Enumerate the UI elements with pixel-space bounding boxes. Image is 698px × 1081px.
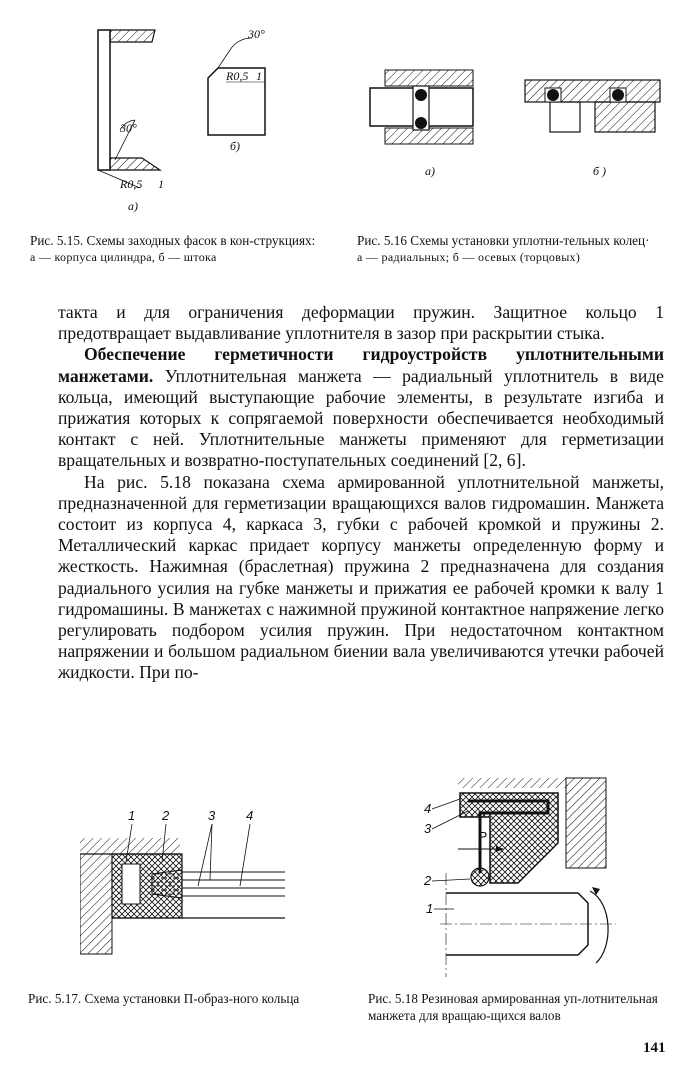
paragraph-2 [58, 344, 664, 471]
paragraph-1: такта и для ограничения деформации пружин. Защитное кольцо 1 предотвращает выдавливание уплотнителя в зазор при раскрытии стыка. [58, 302, 664, 344]
fig516-caption [357, 232, 662, 266]
fig518-caption [368, 990, 668, 1024]
fig517-label-3: 3 [208, 808, 216, 823]
figure-5-17 [80, 800, 290, 965]
fig516-caption-title: Рис. 5.16 Схемы установки уплотни-тельных колец· [357, 233, 650, 248]
body-text [58, 302, 664, 684]
fig517-caption [28, 990, 358, 1007]
fig516-caption-sub: а — радиальных; б — осевых (торцовых) [357, 250, 581, 264]
fig516-sub-a: а) [425, 164, 435, 178]
paragraph-2-heading: Обеспечение герметичности гидроустройств уплотнительными манжетами. [58, 344, 664, 386]
paragraph-2-text: Уплотнительная манжета — радиальный уплотнитель в виде кольца, имеющий выступающие рабочие элементы, в результате изгиба и прижатия которых к сопрягаемой поверхности обеспечивается необходимый контакт с ней. Уплотнительные манжеты применяют для герметизации вращательных и возвратно-поступательных соединений [2, 6]. [58, 365, 664, 471]
fig518-label-4: 4 [424, 801, 432, 816]
fig517-label-4: 4 [246, 808, 254, 823]
fig515-caption-title: Рис. 5.15. Схемы заходных фасок в кон-струкциях: [30, 233, 316, 248]
fig515-one-a: 1 [158, 177, 164, 191]
paragraph-3: На рис. 5.18 показана схема армированной уплотнительной манжеты, предназначенной для герметизации вращающихся валов гидромашин. Манжета состоит из корпуса 4, каркаса 3, губки с рабочей кромкой и пружины 2. Металлический каркас придает корпусу манжеты определенную форму и жесткость. Нажимная (браслетная) пружина 2 предназначена для создания радиального усилия на губке манжеты и прижатия ее рабочей кромки к валу 1 гидромашины. В манжетах с нажимной пружиной контактное напряжение легко регулировать подбором усилия пружин. При недостаточном контактном напряжении и большом радиальном биении вала увеличиваются утечки рабочей жидкости. При по- [58, 471, 664, 683]
fig518-label-1: 1 [426, 901, 434, 916]
fig515-angle-a: 30° [120, 121, 137, 135]
figure-5-15 [80, 20, 280, 220]
fig515-caption [30, 232, 330, 266]
fig515-caption-sub: а — корпуса цилиндра, б — штока [30, 250, 217, 264]
fig515-sub-b: б) [230, 139, 241, 153]
fig518-caption-text: Рис. 5.18 Резиновая армированная уп-лотнительная манжета для вращаю-щихся валов [368, 991, 658, 1023]
fig517-label-2: 2 [162, 808, 170, 823]
fig516-sub-b: б ) [593, 164, 607, 178]
fig518-label-2: 2 [424, 873, 432, 888]
fig517-label-1: 1 [128, 808, 136, 823]
fig515-one-b: 1 [256, 69, 262, 83]
fig517-caption-text: Рис. 5.17. Схема установки П-образ-ного кольца [28, 991, 300, 1006]
figure-5-18 [418, 773, 618, 978]
fig515-sub-a: а) [128, 199, 138, 213]
figure-5-16 [365, 60, 665, 180]
page-number: 141 [643, 1040, 666, 1056]
fig515-radius-a: R0,5 [120, 177, 143, 191]
fig515-radius-b: R0,5 [226, 69, 249, 83]
fig518-label-3: 3 [424, 821, 432, 836]
fig515-angle-b: 30° [248, 27, 265, 41]
fig518-label-p: P [478, 829, 487, 844]
